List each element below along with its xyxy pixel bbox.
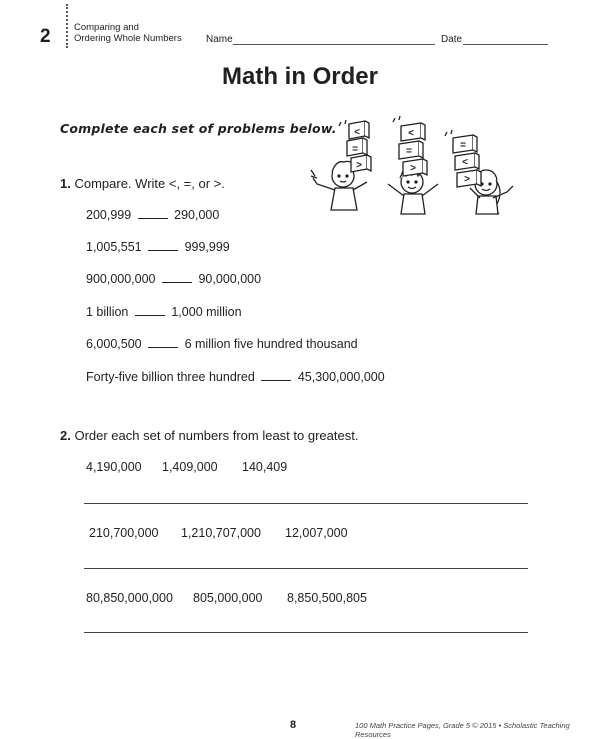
instruction-text: Complete each set of problems below. — [60, 121, 337, 136]
order-number: 4,190,000 — [86, 460, 142, 474]
problem-2-text: Order each set of numbers from least to greatest. — [74, 428, 359, 443]
unit-title-line2: Ordering Whole Numbers — [74, 33, 182, 44]
answer-blank[interactable] — [261, 380, 291, 381]
compare-item — [86, 305, 242, 319]
box-symbol: = — [460, 140, 466, 151]
compare-left: 6,000,500 — [86, 337, 142, 351]
answer-line[interactable] — [84, 632, 528, 633]
header-dotted-divider — [66, 4, 68, 48]
order-number: 805,000,000 — [193, 591, 263, 605]
footer-credit: 100 Math Practice Pages, Grade 5 © 2015 • Scholastic Teaching Resources — [355, 721, 570, 739]
compare-right: 45,300,000,000 — [297, 370, 385, 384]
compare-item — [86, 272, 261, 286]
date-label: Date — [441, 34, 463, 45]
order-number: 80,850,000,000 — [86, 591, 173, 605]
compare-right: 290,000 — [174, 208, 220, 222]
compare-item — [86, 240, 230, 254]
compare-right: 90,000,000 — [198, 272, 262, 286]
box-symbol: < — [462, 157, 468, 168]
compare-left: 1 billion — [86, 305, 129, 319]
kids-with-boxes-illustration — [305, 114, 527, 218]
unit-number: 2 — [40, 26, 51, 47]
box-symbol: > — [356, 160, 362, 171]
problem-1-prompt — [60, 176, 225, 191]
box-symbol: > — [464, 174, 470, 185]
problem-2-prompt — [60, 428, 358, 443]
box-symbol: < — [408, 128, 414, 139]
page-number: 8 — [290, 719, 297, 731]
name-label: Name — [206, 34, 233, 45]
compare-item — [86, 208, 219, 222]
compare-item — [86, 370, 385, 384]
order-number: 12,007,000 — [285, 526, 348, 540]
page-title: Math in Order — [221, 63, 378, 90]
compare-item — [86, 337, 358, 351]
order-number: 1,409,000 — [162, 460, 218, 474]
box-symbol: < — [354, 127, 360, 138]
answer-blank[interactable] — [162, 282, 192, 283]
problem-1-text: Compare. Write <, =, or >. — [74, 176, 225, 191]
unit-title — [74, 22, 184, 44]
compare-left: 1,005,551 — [86, 240, 142, 254]
compare-right: 999,999 — [184, 240, 230, 254]
box-symbol: = — [406, 146, 412, 157]
answer-line[interactable] — [84, 503, 528, 504]
box-symbol: = — [352, 144, 358, 155]
answer-line[interactable] — [84, 568, 528, 569]
answer-blank[interactable] — [148, 347, 178, 348]
kid-middle — [388, 169, 438, 214]
compare-right: 6 million five hundred thousand — [184, 337, 358, 351]
compare-left: 200,999 — [86, 208, 132, 222]
problem-1-number: 1. — [60, 176, 71, 191]
order-number: 140,409 — [242, 460, 288, 474]
compare-right: 1,000 million — [171, 305, 242, 319]
order-number: 1,210,707,000 — [181, 526, 261, 540]
answer-blank[interactable] — [138, 218, 168, 219]
order-number: 210,700,000 — [89, 526, 159, 540]
order-number: 8,850,500,805 — [287, 591, 367, 605]
compare-left: Forty-five billion three hundred — [86, 370, 255, 384]
date-field[interactable] — [463, 44, 548, 45]
answer-blank[interactable] — [135, 315, 165, 316]
name-field[interactable] — [233, 44, 435, 45]
problem-2-number: 2. — [60, 428, 71, 443]
answer-blank[interactable] — [148, 250, 178, 251]
unit-title-line1: Comparing and — [74, 22, 139, 33]
box-symbol: > — [410, 163, 416, 174]
compare-left: 900,000,000 — [86, 272, 156, 286]
